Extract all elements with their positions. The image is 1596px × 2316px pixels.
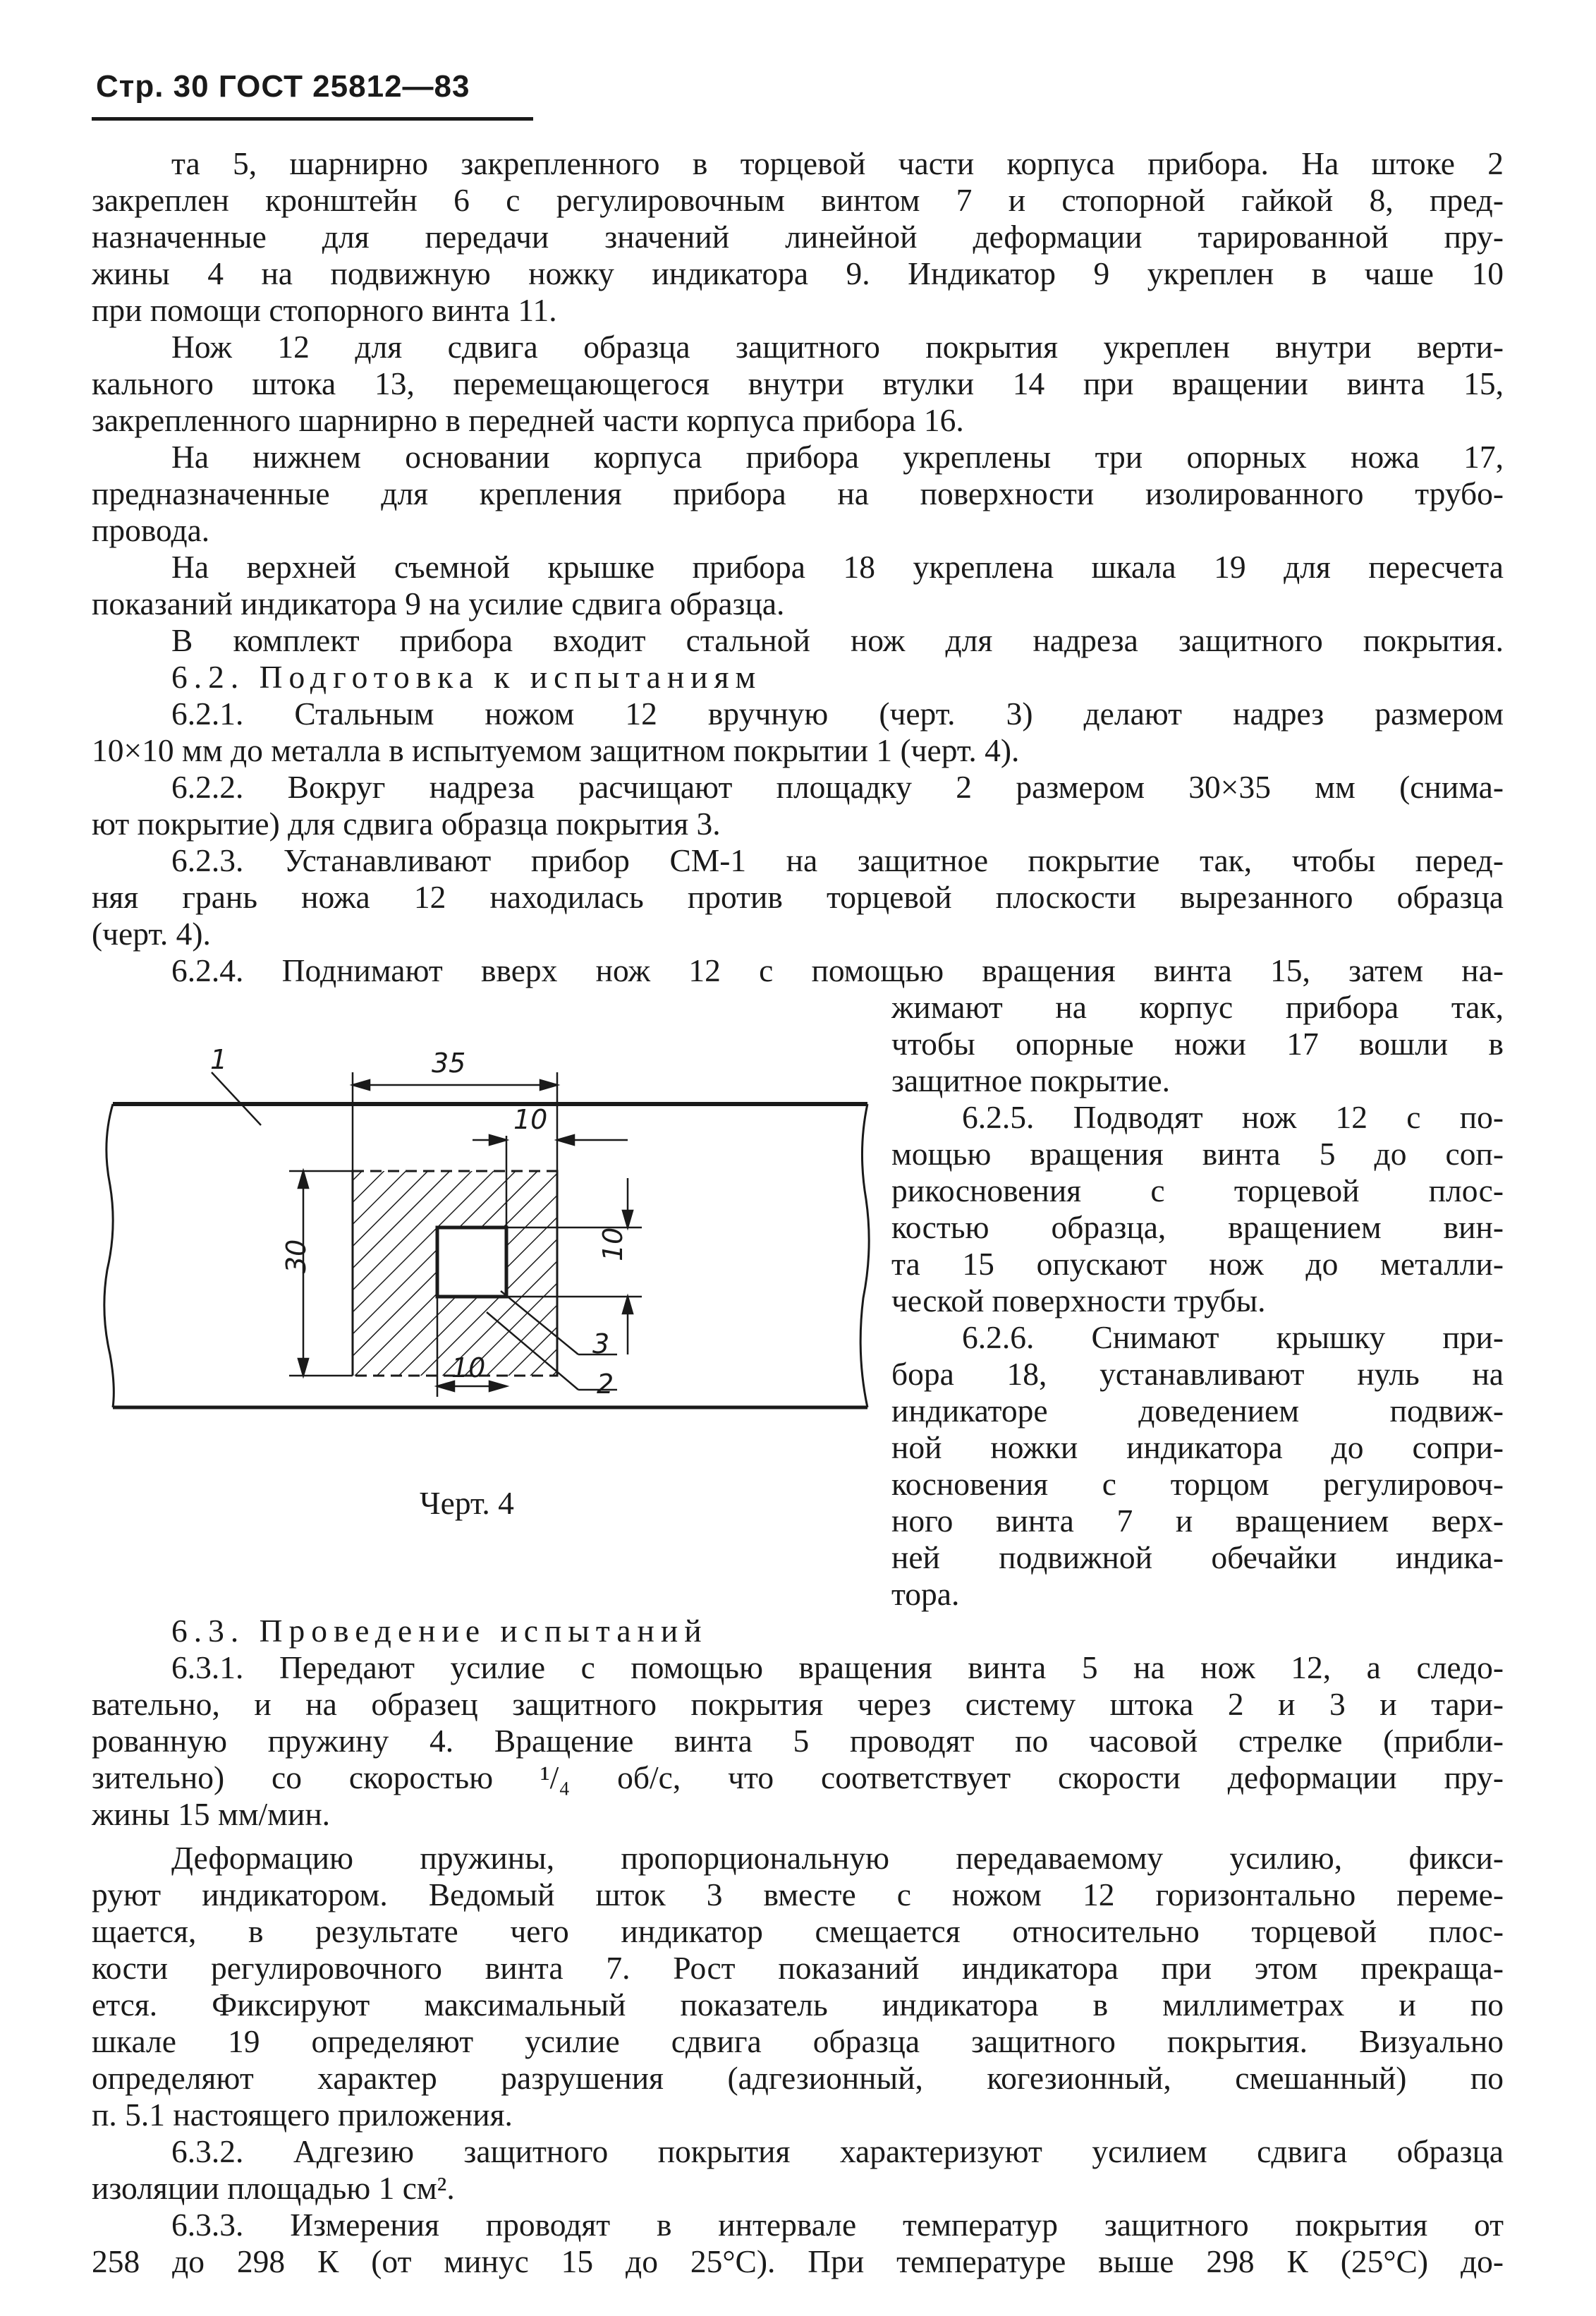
text-line: п. 5.1 настоящего приложения. (92, 2097, 513, 2133)
text-line: тора. (891, 1576, 960, 1612)
text-line: предназначенные для крепления прибора на поверхности изолированного трубо- (92, 475, 1504, 511)
text-line: при помощи стопорного винта 11. (92, 292, 557, 328)
text-line: ется. Фиксируют максимальный показатель индикатора в миллиметрах и по (92, 1987, 1504, 2023)
figure-4-drawing (92, 1002, 882, 1453)
label-sample: 3 (592, 1328, 610, 1359)
text-line: жины 4 на подвижную ножку индикатора 9. Индикатор 9 укреплен в чаше 10 (92, 255, 1504, 291)
text-line: бора 18, устанавливают нуль на (891, 1356, 1504, 1392)
text-line: 258 до 298 К (от минус 15 до 25°С). При температуре выше 298 К (25°С) до- (92, 2243, 1504, 2279)
label-area: 2 (597, 1369, 614, 1400)
label-height-sample: 10 (597, 1227, 628, 1261)
figure-caption: Черт. 4 (420, 1485, 514, 1521)
text-line: закреплен кронштейн 6 с регулировочным винтом 7 и стопорной гайкой 8, пред- (92, 182, 1504, 218)
text-line: та 15 опускают нож до металли- (891, 1246, 1504, 1282)
text-line: индикаторе доведением подвиж- (891, 1393, 1504, 1429)
text-line: определяют характер разрушения (адгезионный, когезионный, смешанный) по (92, 2060, 1504, 2096)
text-line: зительно) со скоростью ¹/₄ об/с, что соответствует скорости деформации пру- (92, 1759, 1504, 1795)
text-line: защитное покрытие. (891, 1062, 1170, 1098)
text-line: Деформацию пружины, пропорциональную передаваемому усилию, фикси- (171, 1840, 1504, 1876)
section-heading: 6.2. Подготовка к испытаниям (171, 659, 762, 695)
text-line: косновения с торцом регулировоч- (891, 1466, 1504, 1502)
text-line: изоляции площадью 1 см². (92, 2170, 455, 2206)
text-line: ной ножки индикатора до сопри- (891, 1429, 1504, 1465)
section-heading: 6.3. Проведение испытаний (171, 1613, 708, 1649)
label-width-sample: 10 (513, 1104, 548, 1135)
label-height-total: 30 (281, 1239, 312, 1273)
text-line: ют покрытие) для сдвига образца покрытия 3. (92, 806, 721, 842)
page-header: Стр. 30 ГОСТ 25812—83 (96, 69, 470, 104)
text-line: щается, в результате чего индикатор смещается относительно торцевой плос- (92, 1913, 1504, 1949)
text-line: провода. (92, 512, 210, 548)
text-line: 6.2.3. Устанавливают прибор СМ-1 на защитное покрытие так, чтобы перед- (171, 842, 1504, 878)
text-line: ного винта 7 и вращением верх- (891, 1503, 1504, 1539)
text-line: показаний индикатора 9 на усилие сдвига образца. (92, 586, 785, 622)
text-line: (черт. 4). (92, 916, 211, 952)
text-line: 6.2.2. Вокруг надреза расчищают площадку 2 размером 30×35 мм (снима- (171, 769, 1504, 805)
text-line: мощью вращения винта 5 до соп- (891, 1136, 1504, 1172)
text-line: 6.3.1. Передают усилие с помощью вращения винта 5 на нож 12, а следо- (171, 1649, 1504, 1685)
text-line: вательно, и на образец защитного покрытия через систему штока 2 и 3 и тари- (92, 1686, 1504, 1722)
text-line: кости регулировочного винта 7. Рост показаний индикатора при этом прекраща- (92, 1950, 1504, 1986)
text-line: 6.2.6. Снимают крышку при- (962, 1319, 1504, 1355)
text-line: шкале 19 определяют усилие сдвига образца защитного покрытия. Визуально (92, 2023, 1504, 2059)
text-line: рикосновения с торцевой плос- (891, 1172, 1504, 1208)
text-line: жины 15 мм/мин. (92, 1796, 331, 1832)
text-line: 6.3.3. Измерения проводят в интервале температур защитного покрытия от (171, 2207, 1504, 2243)
text-line: назначенные для передачи значений линейной деформации тарированной пру- (92, 219, 1504, 255)
text-line: кального штока 13, перемещающегося внутри втулки 14 при вращении винта 15, (92, 365, 1504, 401)
text-line: 6.2.5. Подводят нож 12 с по- (962, 1099, 1504, 1135)
text-line: 6.3.2. Адгезию защитного покрытия характеризуют усилием сдвига образца (171, 2133, 1504, 2169)
text-line: На нижнем основании корпуса прибора укреплены три опорных ножа 17, (171, 439, 1504, 475)
text-line: ческой поверхности трубы. (891, 1283, 1266, 1318)
text-line: рованную пружину 4. Вращение винта 5 проводят по часовой стрелке (прибли- (92, 1723, 1504, 1759)
text-line: В комплект прибора входит стальной нож для надреза защитного покрытия. (171, 622, 1504, 658)
label-coating: 1 (210, 1044, 228, 1075)
label-offset-bottom: 10 (451, 1352, 486, 1383)
text-line: костью образца, вращением вин- (891, 1209, 1504, 1245)
sample-square (437, 1227, 506, 1297)
text-line: 10×10 мм до металла в испытуемом защитном покрытии 1 (черт. 4). (92, 732, 1020, 768)
label-width-total: 35 (432, 1048, 466, 1079)
text-line: жимают на корпус прибора так, (891, 989, 1504, 1025)
text-line: ней подвижной обечайки индика- (891, 1539, 1504, 1575)
text-line: Нож 12 для сдвига образца защитного покрытия укреплен внутри верти- (171, 329, 1504, 365)
header-rule (92, 117, 533, 121)
text-line: 6.2.4. Поднимают вверх нож 12 с помощью вращения винта 15, затем на- (171, 952, 1504, 988)
text-line: чтобы опорные ножи 17 вошли в (891, 1026, 1504, 1062)
text-line: закрепленного шарнирно в передней части корпуса прибора 16. (92, 402, 964, 438)
text-line: та 5, шарнирно закрепленного в торцевой части корпуса прибора. На штоке 2 (171, 145, 1504, 181)
text-line: руют индикатором. Ведомый шток 3 вместе с ножом 12 горизонтально переме- (92, 1877, 1504, 1912)
text-line: няя грань ножа 12 находилась против торцевой плоскости вырезанного образца (92, 879, 1504, 915)
text-line: 6.2.1. Стальным ножом 12 вручную (черт. 3) делают надрез размером (171, 696, 1504, 732)
text-line: На верхней съемной крышке прибора 18 укреплена шкала 19 для пересчета (171, 549, 1504, 585)
